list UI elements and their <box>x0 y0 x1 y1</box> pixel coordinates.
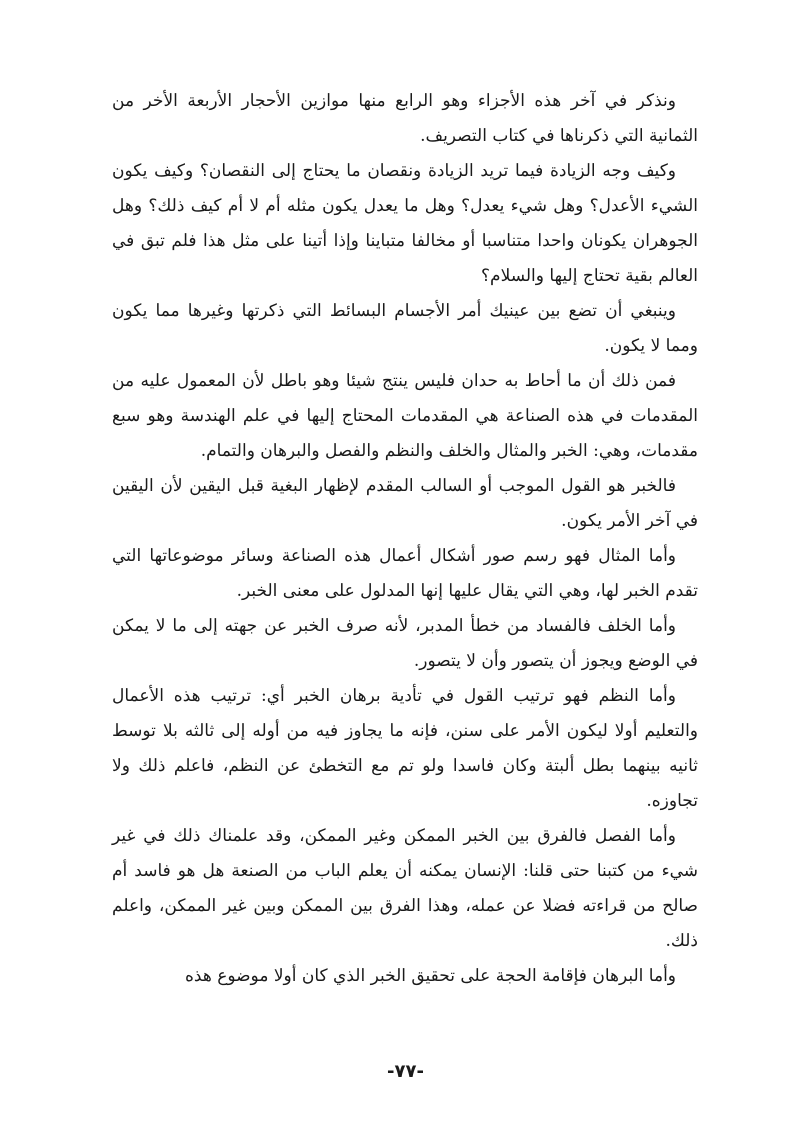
paragraph-9: وأما الفصل فالفرق بين الخبر الممكن وغير الممكن، وقد علمناك ذلك في غير شيء من كتبنا حتى قلنا: الإنسان يمكنه أن يعلم الباب من الصنعة هل هو فاسد أم صالح من قراءته فضلا عن عمله، وهذا الفرق بين الممكن وبين غير الممكن، واعلم ذلك. <box>112 826 698 951</box>
paragraph-10: وأما البرهان فإقامة الحجة على تحقيق الخبر الذي كان أولا موضوع هذه <box>185 966 676 986</box>
page-number: -٧٧- <box>387 1061 424 1082</box>
paragraph-5: فالخبر هو القول الموجب أو السالب المقدم لإظهار البغية قبل اليقين لأن اليقين في آخر الأمر يكون. <box>112 476 698 531</box>
paragraph-4: فمن ذلك أن ما أحاط به حدان فليس ينتج شيئا وهو باطل لأن المعمول عليه من المقدمات في هذه الصناعة هي المقدمات المحتاج إليها في علم الهندسة وهو سبع مقدمات، وهي: الخبر والمثال والخلف والنظم والفصل والبرهان والتمام. <box>112 371 698 461</box>
paragraph-1: ونذكر في آخر هذه الأجزاء وهو الرابع منها موازين الأحجار الأربعة الأخر من الثمانية التي ذكرناها في كتاب التصريف. <box>112 91 698 146</box>
paragraph-2: وكيف وجه الزيادة فيما تريد الزيادة ونقصان ما يحتاج إلى النقصان؟ وكيف يكون الشيء الأعدل؟ وهل شيء يعدل؟ وهل ما يعدل يكون مثله أم لا أم كيف ذلك؟ وهل الجوهران يكونان واحدا متناسبا أو مخالفا متباينا وإذا أتينا على مثل هذا فلم تبق في العالم بقية تحتاج إليها والسلام؟ <box>112 161 698 286</box>
paragraph-8: وأما النظم فهو ترتيب القول في تأدية برهان الخبر أي: ترتيب هذه الأعمال والتعليم أولا ليكون الأمر على سنن، فإنه ما يجاوز فيه من أوله إلى ثالثه بلا توسط ثانيه بينهما بطل ألبتة وكان فاسدا ولو تم مع التخطئ عن النظم، فاعلم ذلك ولا تجاوزه. <box>112 686 698 811</box>
page-body <box>112 84 698 994</box>
paragraph-3: وينبغي أن تضع بين عينيك أمر الأجسام البسائط التي ذكرتها وغيرها مما يكون ومما لا يكون. <box>112 301 698 356</box>
paragraph-7: وأما الخلف فالفساد من خطأ المدبر، لأنه صرف الخبر عن جهته إلى ما لا يمكن في الوضع ويجوز أن يتصور وأن لا يتصور. <box>112 616 698 671</box>
paragraph-6: وأما المثال فهو رسم صور أشكال أعمال هذه الصناعة وسائر موضوعاتها التي تقدم الخبر لها، وهي التي يقال عليها إنها المدلول على معنى الخبر. <box>112 546 698 601</box>
